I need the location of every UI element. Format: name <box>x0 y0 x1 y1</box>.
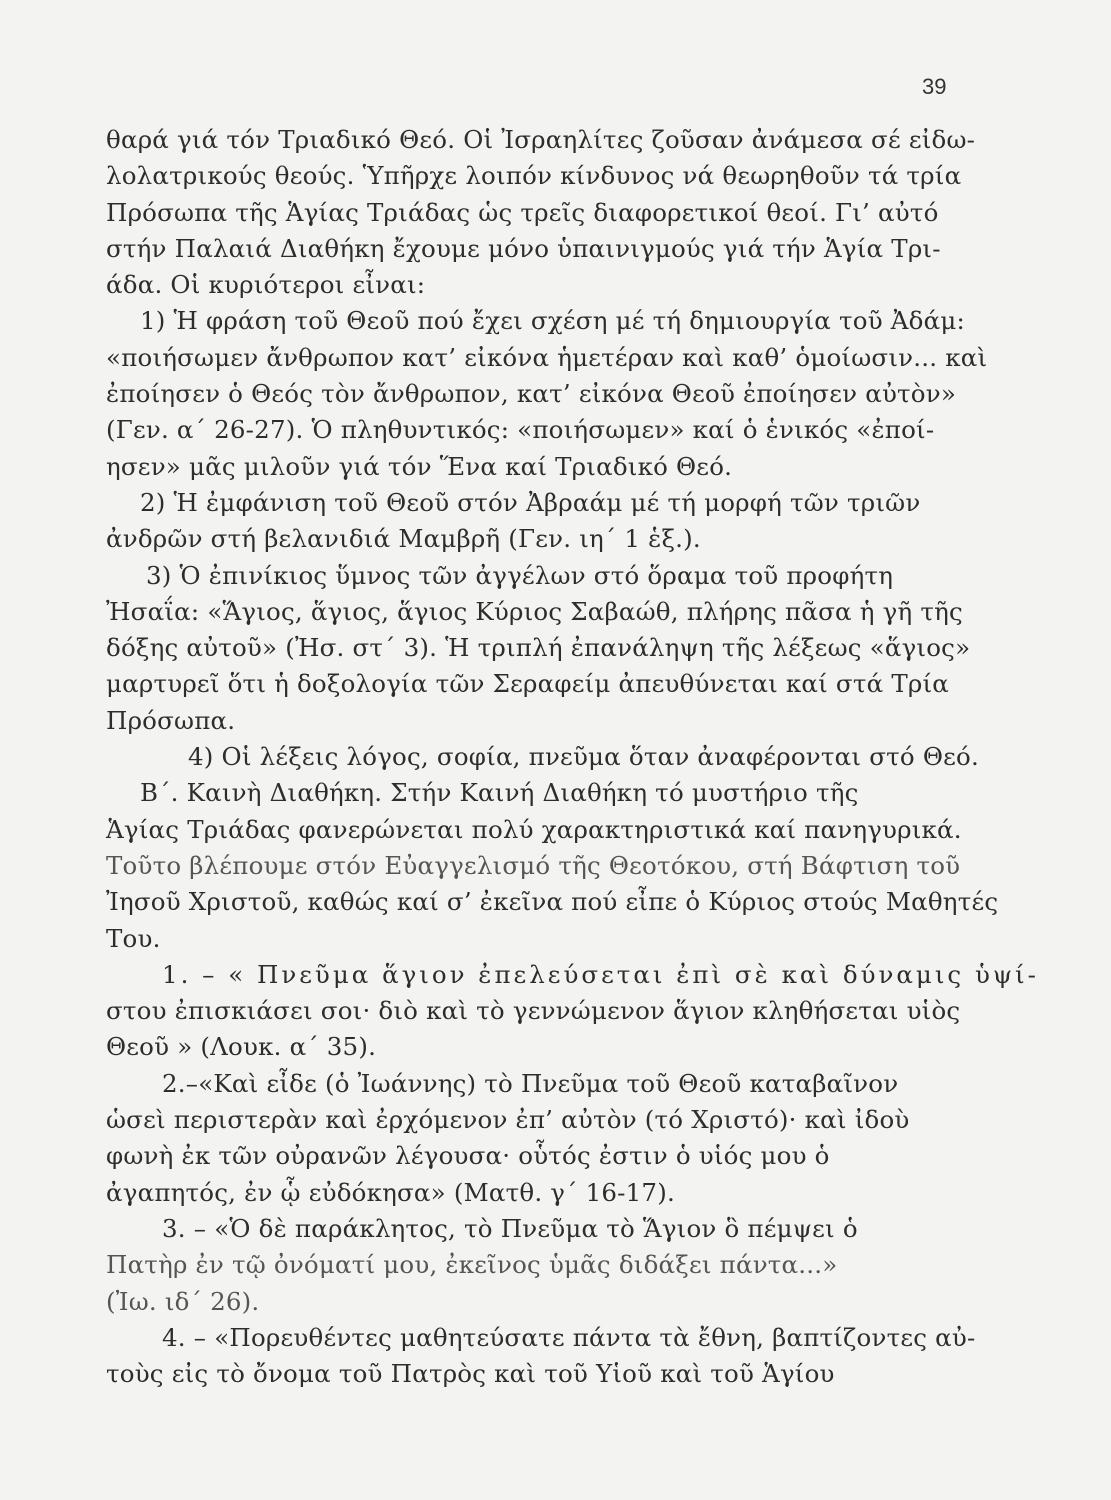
quote-line: 4. – «Πορευθέντες μαθητεύσατε πάντα τὰ ἔθνη, βαπτίζοντες αὐ- <box>162 1322 976 1352</box>
text-line: θαρά γιά τόν Τριαδικό Θεό. Οἱ Ἰσραηλίτες ζοῦσαν ἀνάμεσα σέ εἰδω- <box>106 125 976 154</box>
text-line: 2) Ἡ ἐμφάνιση τοῦ Θεοῦ στόν Ἀβραάμ μέ τή μορφή τῶν τριῶν <box>140 487 921 517</box>
text-line: 3) Ὁ ἐπινίκιος ὕμνος τῶν ἀγγέλων στό ὅραμα τοῦ προφήτη <box>146 560 894 590</box>
text-line: στήν Παλαιά Διαθήκη ἔχουμε μόνο ὑπαινιγμούς γιά τήν Ἁγία Τρι- <box>106 233 941 263</box>
text-line: λολατρικούς θεούς. Ὑπῆρχε λοιπόν κίνδυνος νά θεωρηθοῦν τά τρία <box>106 161 962 191</box>
quote-line: ἀγαπητός, ἐν ᾧ εὐδόκησα» (Ματθ. γ΄ 16-17). <box>106 1177 675 1207</box>
text-line: Του. <box>106 923 161 953</box>
quote-line: 1. – « Πνεῦμα ἅγιον ἐπελεύσεται ἐπὶ σὲ καὶ δύναμις ὑψί- <box>162 959 1039 989</box>
quote-line: τοὺς εἰς τὸ ὄνομα τοῦ Πατρὸς καὶ τοῦ Υἱοῦ καὶ τοῦ Ἁγίου <box>106 1359 835 1389</box>
text-line: Ἠσαΐα: «Ἅγιος, ἅγιος, ἅγιος Κύριος Σαβαώθ, πλήρης πᾶσα ἡ γῆ τῆς <box>106 596 963 626</box>
text-line: Τοῦτο βλέπουμε στόν Εὐαγγελισμό τῆς Θεοτόκου, στή Βάφτιση τοῦ <box>106 850 961 880</box>
text-line: Πρόσωπα τῆς Ἁγίας Τριάδας ὡς τρεῖς διαφορετικοί θεοί. Γι’ αὐτό <box>106 197 939 227</box>
text-line: 4) Οἱ λέξεις λόγος, σοφία, πνεῦμα ὅταν ἀναφέρονται στό Θεό. <box>188 742 979 772</box>
body-text <box>106 122 1039 1392</box>
quote-line: (Ἰω. ιδ΄ 26). <box>106 1286 260 1316</box>
quote-line: Θεοῦ » (Λουκ. α΄ 35). <box>106 1032 377 1062</box>
text-line: ησεν» μᾶς μιλοῦν γιά τόν Ἕνα καί Τριαδικό Θεό. <box>106 451 733 481</box>
quote-line: ὡσεὶ περιστερὰν καὶ ἐρχόμενον ἐπ’ αὐτὸν (τό Χριστό)· καὶ ἰδοὺ <box>106 1105 910 1135</box>
text-line: Πρόσωπα. <box>106 705 236 735</box>
text-line: «ποιήσωμεν ἄνθρωπον κατ’ εἰκόνα ἡμετέραν καὶ καθ’ ὁμοίωσιν... καὶ <box>106 342 988 372</box>
page-number: 39 <box>922 74 947 99</box>
quote-line: φωνὴ ἐκ τῶν οὐρανῶν λέγουσα· οὗτός ἐστιν ὁ υἱός μου ὁ <box>106 1141 830 1171</box>
text-line: ἀνδρῶν στή βελανιδιά Μαμβρῆ (Γεν. ιη΄ 1 ἑξ.). <box>106 524 701 554</box>
text-line: 1) Ἡ φράση τοῦ Θεοῦ πού ἔχει σχέση μέ τή δημιουργία τοῦ Ἀδάμ: <box>140 306 965 336</box>
text-line: Ἰησοῦ Χριστοῦ, καθώς καί σ’ ἐκεῖνα πού εἶπε ὁ Κύριος στούς Μαθητές <box>106 887 999 917</box>
quote-line: στου ἐπισκιάσει σοι· διὸ καὶ τὸ γεννώμενον ἅγιον κληθήσεται υἱὸς <box>106 996 961 1026</box>
quote-line: 2.–«Καὶ εἶδε (ὁ Ἰωάννης) τὸ Πνεῦμα τοῦ Θεοῦ καταβαῖνον <box>162 1068 899 1098</box>
text-line: δόξης αὐτοῦ» (Ἠσ. στ΄ 3). Ἡ τριπλή ἐπανάληψη τῆς λέξεως «ἅγιος» <box>106 633 971 663</box>
section-heading-line: Β΄. Καινὴ Διαθήκη. Στήν Καινή Διαθήκη τό μυστήριο τῆς <box>140 778 859 808</box>
text-line: (Γεν. α΄ 26-27). Ὁ πληθυντικός: «ποιήσωμεν» καί ὁ ἑνικός «ἐποί- <box>106 415 935 445</box>
text-line: άδα. Οἱ κυριότεροι εἶναι: <box>106 270 426 300</box>
text-line: μαρτυρεῖ ὅτι ἡ δοξολογία τῶν Σεραφείμ ἀπευθύνεται καί στά Τρία <box>106 669 950 699</box>
quote-line: 3. – «Ὁ δὲ παράκλητος, τὸ Πνεῦμα τὸ Ἅγιον ὃ πέμψει ὁ <box>162 1213 858 1243</box>
quote-line: Πατὴρ ἐν τῷ ὀνόματί μου, ἐκεῖνος ὑμᾶς διδάξει πάντα...» <box>106 1250 838 1280</box>
text-line: ἐποίησεν ὁ Θεός τὸν ἄνθρωπον, κατ’ εἰκόνα Θεοῦ ἐποίησεν αὐτὸν» <box>106 379 957 409</box>
text-line: Ἁγίας Τριάδας φανερώνεται πολύ χαρακτηριστικά καί πανηγυρικά. <box>106 814 962 844</box>
